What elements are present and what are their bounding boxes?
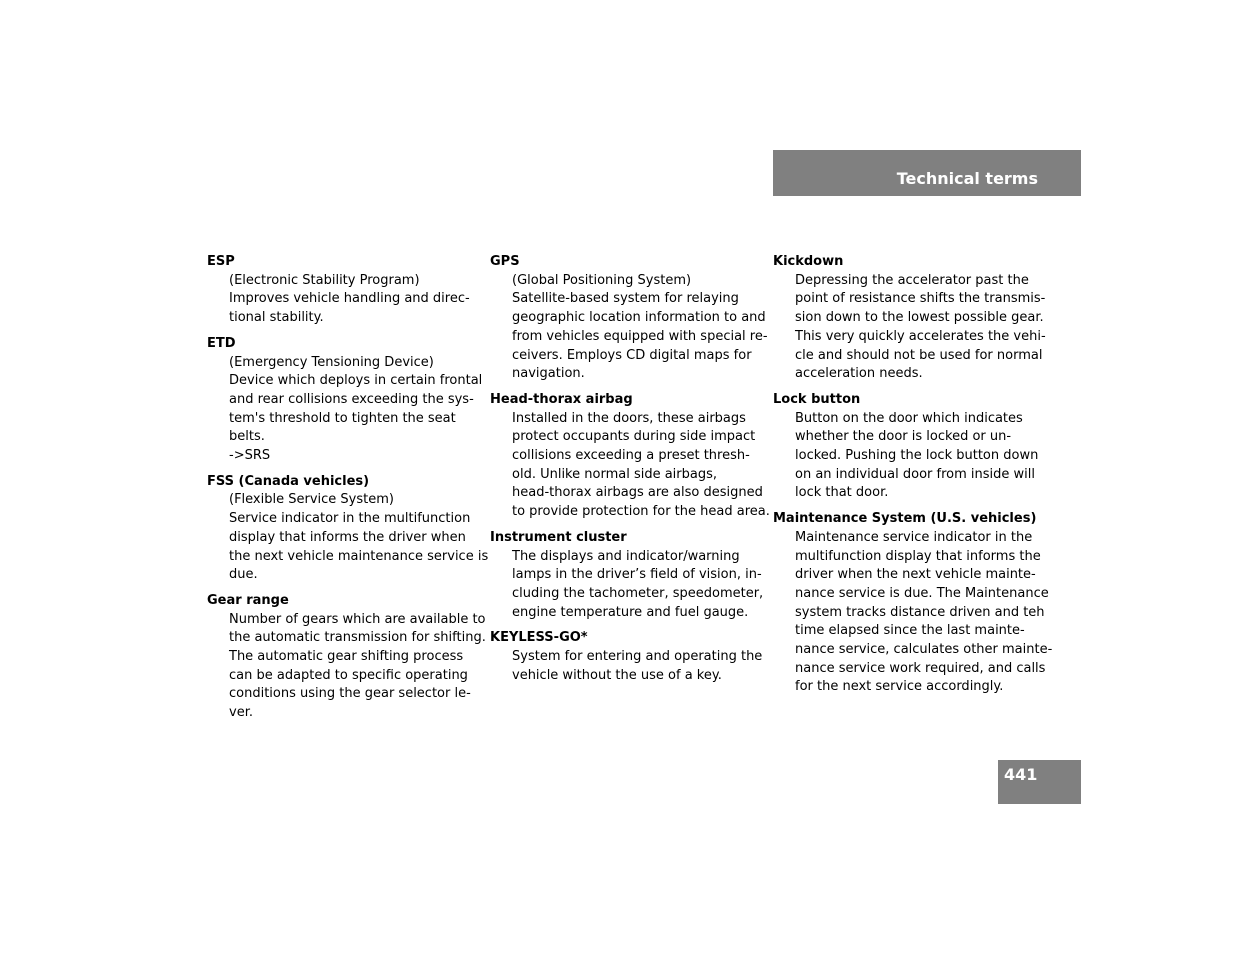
glossary-entry-head-thorax-airbag bbox=[490, 391, 780, 522]
definition-line: can be adapted to specific operating bbox=[229, 667, 468, 683]
definition-line: for the next service accordingly. bbox=[795, 679, 1004, 695]
definition-line: ver. bbox=[229, 705, 253, 721]
definition-line: system tracks distance driven and teh bbox=[795, 604, 1045, 620]
definition-line: Number of gears which are available to bbox=[229, 611, 486, 627]
definition-line: belts. bbox=[229, 429, 265, 445]
definition-line: lock that door. bbox=[795, 485, 889, 501]
definition-line: cluding the tachometer, speedometer, bbox=[512, 585, 764, 601]
definition-line: sion down to the lowest possible gear. bbox=[795, 310, 1044, 326]
definition-line: lamps in the driver’s field of vision, in- bbox=[512, 567, 762, 583]
glossary-term: FSS (Canada vehicles) bbox=[207, 473, 370, 489]
glossary-entry-fss bbox=[207, 473, 497, 585]
definition-line: the next vehicle maintenance service is bbox=[229, 548, 489, 564]
glossary-column-2 bbox=[490, 253, 780, 692]
definition-line: ceivers. Employs CD digital maps for bbox=[512, 347, 752, 363]
definition-line: whether the door is locked or un- bbox=[795, 429, 1012, 445]
glossary-term: ETD bbox=[207, 335, 236, 351]
definition-line: (Flexible Service System) bbox=[229, 492, 394, 508]
glossary-term: Head-thorax airbag bbox=[490, 391, 633, 407]
cross-reference: ->SRS bbox=[229, 448, 271, 464]
glossary-entry-keyless-go bbox=[490, 629, 780, 685]
definition-line: nance service work required, and calls bbox=[795, 660, 1046, 676]
definition-line: engine temperature and fuel gauge. bbox=[512, 604, 749, 620]
glossary-term: Lock button bbox=[773, 391, 861, 407]
glossary-entry-kickdown bbox=[773, 253, 1063, 384]
definition-line: nance service is due. The Maintenance bbox=[795, 585, 1049, 601]
section-header-tab bbox=[773, 150, 1081, 196]
definition-line: nance service, calculates other mainte- bbox=[795, 642, 1053, 658]
glossary-term: KEYLESS-GO* bbox=[490, 630, 588, 646]
definition-line: This very quickly accelerates the vehi- bbox=[795, 328, 1046, 344]
definition-line: (Electronic Stability Program) bbox=[229, 272, 420, 288]
definition-line: protect occupants during side impact bbox=[512, 429, 756, 445]
glossary-term: Kickdown bbox=[773, 254, 844, 269]
glossary-entry-lock-button bbox=[773, 391, 1063, 503]
glossary-term: Instrument cluster bbox=[490, 529, 627, 545]
glossary-entry-gps bbox=[490, 253, 780, 384]
definition-line: vehicle without the use of a key. bbox=[512, 667, 722, 683]
definition-line: The displays and indicator/warning bbox=[512, 548, 740, 564]
glossary-column-3 bbox=[773, 253, 1063, 704]
glossary-term: Gear range bbox=[207, 592, 289, 608]
definition-line: Improves vehicle handling and direc- bbox=[229, 291, 470, 307]
definition-line: (Global Positioning System) bbox=[512, 272, 692, 288]
definition-line: display that informs the driver when bbox=[229, 529, 466, 545]
glossary-entry-gear-range bbox=[207, 592, 497, 723]
glossary-entry-maintenance-system bbox=[773, 510, 1063, 697]
definition-line: driver when the next vehicle mainte- bbox=[795, 567, 1036, 583]
definition-line: time elapsed since the last mainte- bbox=[795, 623, 1025, 639]
section-title: Technical terms bbox=[896, 169, 1038, 188]
definition-line: from vehicles equipped with special re- bbox=[512, 328, 768, 344]
page-number-box bbox=[998, 760, 1081, 804]
definition-line: Device which deploys in certain frontal bbox=[229, 373, 483, 389]
definition-line: Maintenance service indicator in the bbox=[795, 529, 1033, 545]
definition-line: (Emergency Tensioning Device) bbox=[229, 354, 434, 370]
definition-line: on an individual door from inside will bbox=[795, 466, 1035, 482]
definition-line: head-thorax airbags are also designed bbox=[512, 485, 763, 501]
definition-line: conditions using the gear selector le- bbox=[229, 686, 471, 702]
definition-line: Service indicator in the multifunction bbox=[229, 511, 471, 527]
glossary-entry-esp bbox=[207, 253, 497, 328]
glossary-term: GPS bbox=[490, 254, 520, 269]
glossary-term: Maintenance System (U.S. vehicles) bbox=[773, 511, 1037, 527]
glossary-column-1 bbox=[207, 253, 497, 730]
definition-line: due. bbox=[229, 567, 258, 583]
definition-line: Button on the door which indicates bbox=[795, 410, 1023, 426]
definition-line: navigation. bbox=[512, 366, 585, 382]
definition-line: Installed in the doors, these airbags bbox=[512, 410, 746, 426]
definition-line: old. Unlike normal side airbags, bbox=[512, 466, 718, 482]
definition-line: acceleration needs. bbox=[795, 366, 923, 382]
definition-line: The automatic gear shifting process bbox=[229, 649, 464, 665]
definition-line: geographic location information to and bbox=[512, 310, 766, 326]
definition-line: point of resistance shifts the transmis- bbox=[795, 291, 1046, 307]
definition-line: tional stability. bbox=[229, 310, 324, 326]
definition-line: Satellite-based system for relaying bbox=[512, 291, 739, 307]
definition-line: and rear collisions exceeding the sys- bbox=[229, 391, 474, 407]
definition-line: cle and should not be used for normal bbox=[795, 347, 1043, 363]
definition-line: Depressing the accelerator past the bbox=[795, 272, 1029, 288]
definition-line: collisions exceeding a preset thresh- bbox=[512, 448, 750, 464]
definition-line: locked. Pushing the lock button down bbox=[795, 448, 1039, 464]
glossary-entry-etd bbox=[207, 335, 497, 466]
glossary-term: ESP bbox=[207, 254, 235, 269]
definition-line: the automatic transmission for shifting. bbox=[229, 630, 486, 646]
definition-line: System for entering and operating the bbox=[512, 649, 763, 665]
definition-line: to provide protection for the head area. bbox=[512, 504, 770, 520]
glossary-entry-instrument-cluster bbox=[490, 529, 780, 623]
definition-line: tem's threshold to tighten the seat bbox=[229, 410, 456, 426]
page-number: 441 bbox=[1004, 765, 1038, 784]
definition-line: multifunction display that informs the bbox=[795, 548, 1041, 564]
